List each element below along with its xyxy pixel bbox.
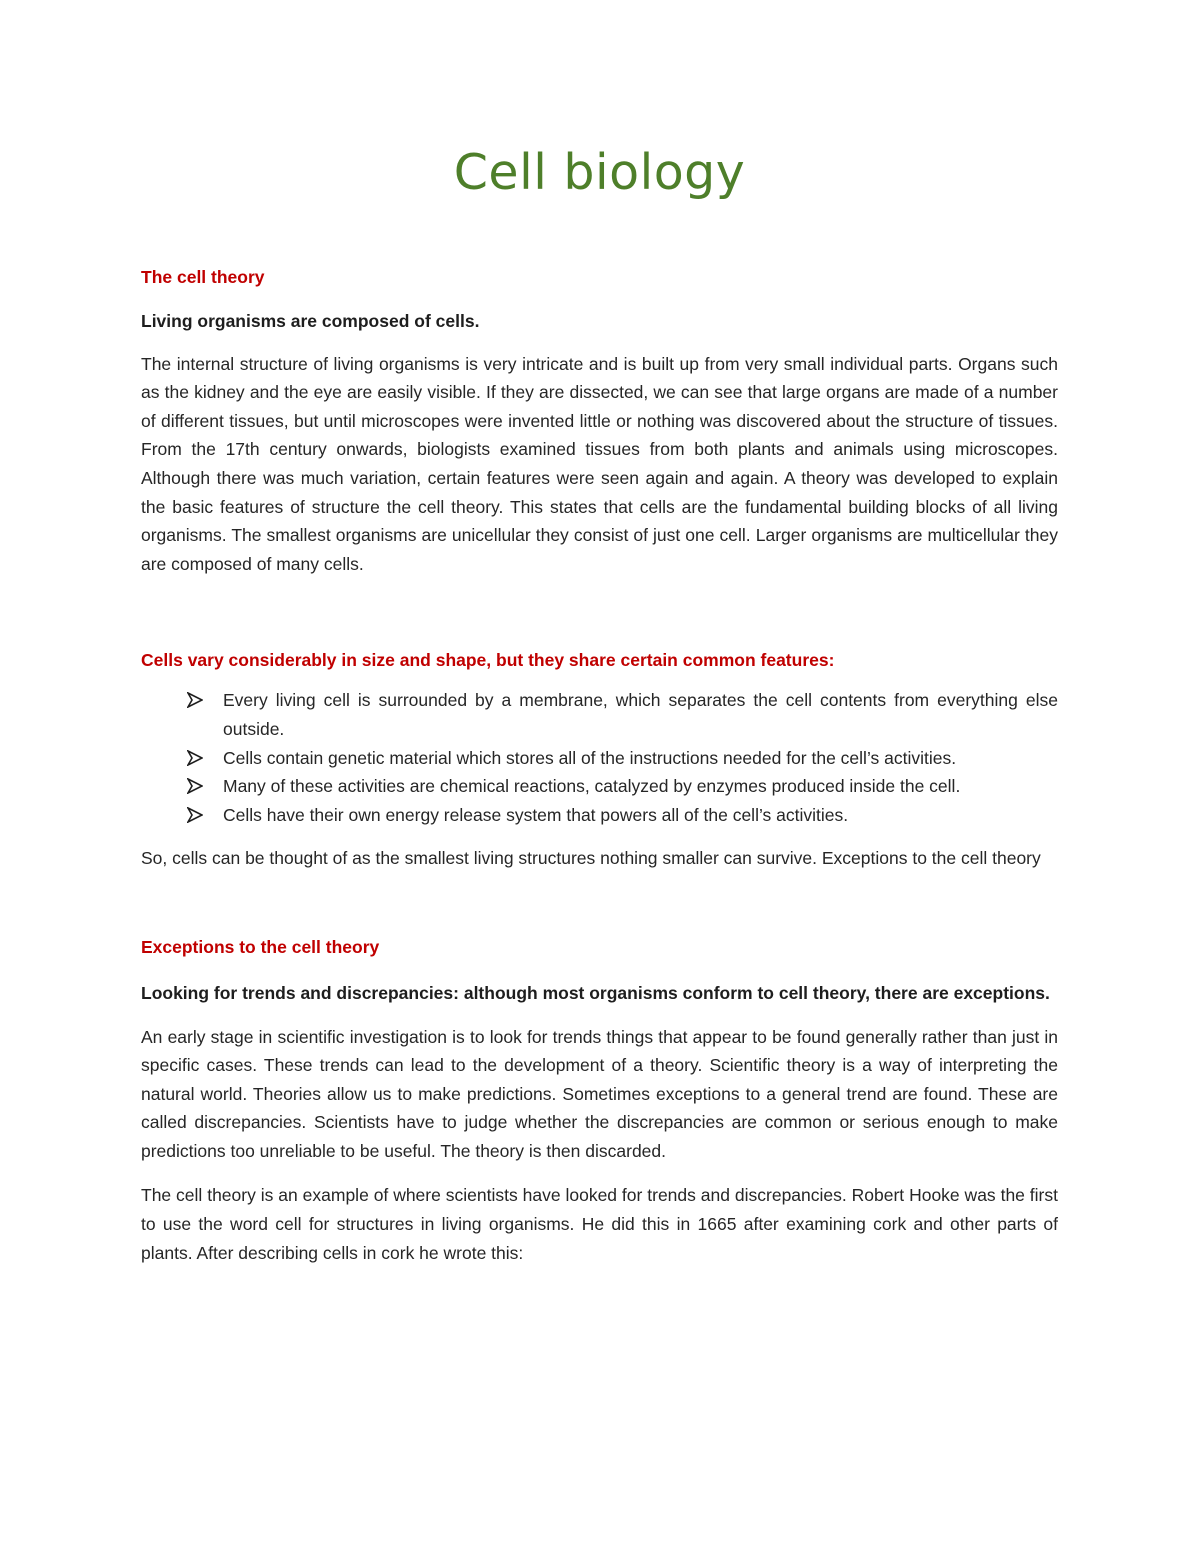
list-item [223,801,1058,830]
paragraph-scientific-investigation: An early stage in scientific investigation is to look for trends things that appear to be found generally rather than just in specific cases. These trends can lead to the development of a theory. Scientific theory is a way of interpreting the natural world. Theories allow us to make predictions. Sometimes exceptions to a general trend are found. These are called discrepancies. Scientists have to judge whether the discrepancies are common or serious enough to make predictions too unreliable to be useful. The theory is then discarded. [141,1026,1058,1161]
feature-list [141,686,1058,829]
list-item-text: Cells contain genetic material which stores all of the instructions needed for the cell’s activities. [223,747,957,768]
arrowhead-bullet-icon [187,807,203,823]
arrowhead-bullet-icon [187,750,203,766]
arrowhead-bullet-icon [187,778,203,794]
paragraph-robert-hooke: The cell theory is an example of where scientists have looked for trends and discrepancies. Robert Hooke was the first to use the word cell for structures in living organisms. He did this in 1665 after examining cork and other parts of plants. After describing cells in cork he wrote this: [141,1185,1058,1263]
section-heading-exceptions: Exceptions to the cell theory [141,936,380,957]
list-item [223,744,1058,773]
lead-sentence-organisms: Living organisms are composed of cells. [141,311,480,331]
list-item-text: Every living cell is surrounded by a membrane, which separates the cell contents from everything else outside. [223,690,1058,739]
page-title: Cell biology [453,144,746,201]
list-item [223,686,1058,743]
lead-sentence-trends: Looking for trends and discrepancies: although most organisms conform to cell theory, there are exceptions. [141,982,1050,1003]
section-heading-cell-theory: The cell theory [141,267,265,287]
section-heading-common-features: Cells vary considerably in size and shape, but they share certain common features: [141,650,835,671]
paragraph-internal-structure: The internal structure of living organisms is very intricate and is built up from very small individual parts. Organs such as the kidney and the eye are easily visible. If they are dissected, we can see that large organs are made of a number of different tissues, but until microscopes were invented little or nothing was discovered about the structure of tissues. From the 17th century onwards, biologists examined tissues from both plants and animals using microscopes. Although there was much variation, certain features were seen again and again. A theory was developed to explain the basic features of structure the cell theory. This states that cells are the fundamental building blocks of all living organisms. The smallest organisms are unicellular they consist of just one cell. Larger organisms are multicellular they are composed of many cells. [141,353,1058,574]
arrowhead-bullet-icon [187,692,203,708]
paragraph-smallest-structures: So, cells can be thought of as the smallest living structures nothing smaller can survive. Exceptions to the cell theory [141,848,1041,869]
list-item-text: Many of these activities are chemical reactions, catalyzed by enzymes produced inside the cell. [223,776,961,797]
list-item [223,772,1058,801]
list-item-text: Cells have their own energy release system that powers all of the cell’s activities. [223,804,849,825]
